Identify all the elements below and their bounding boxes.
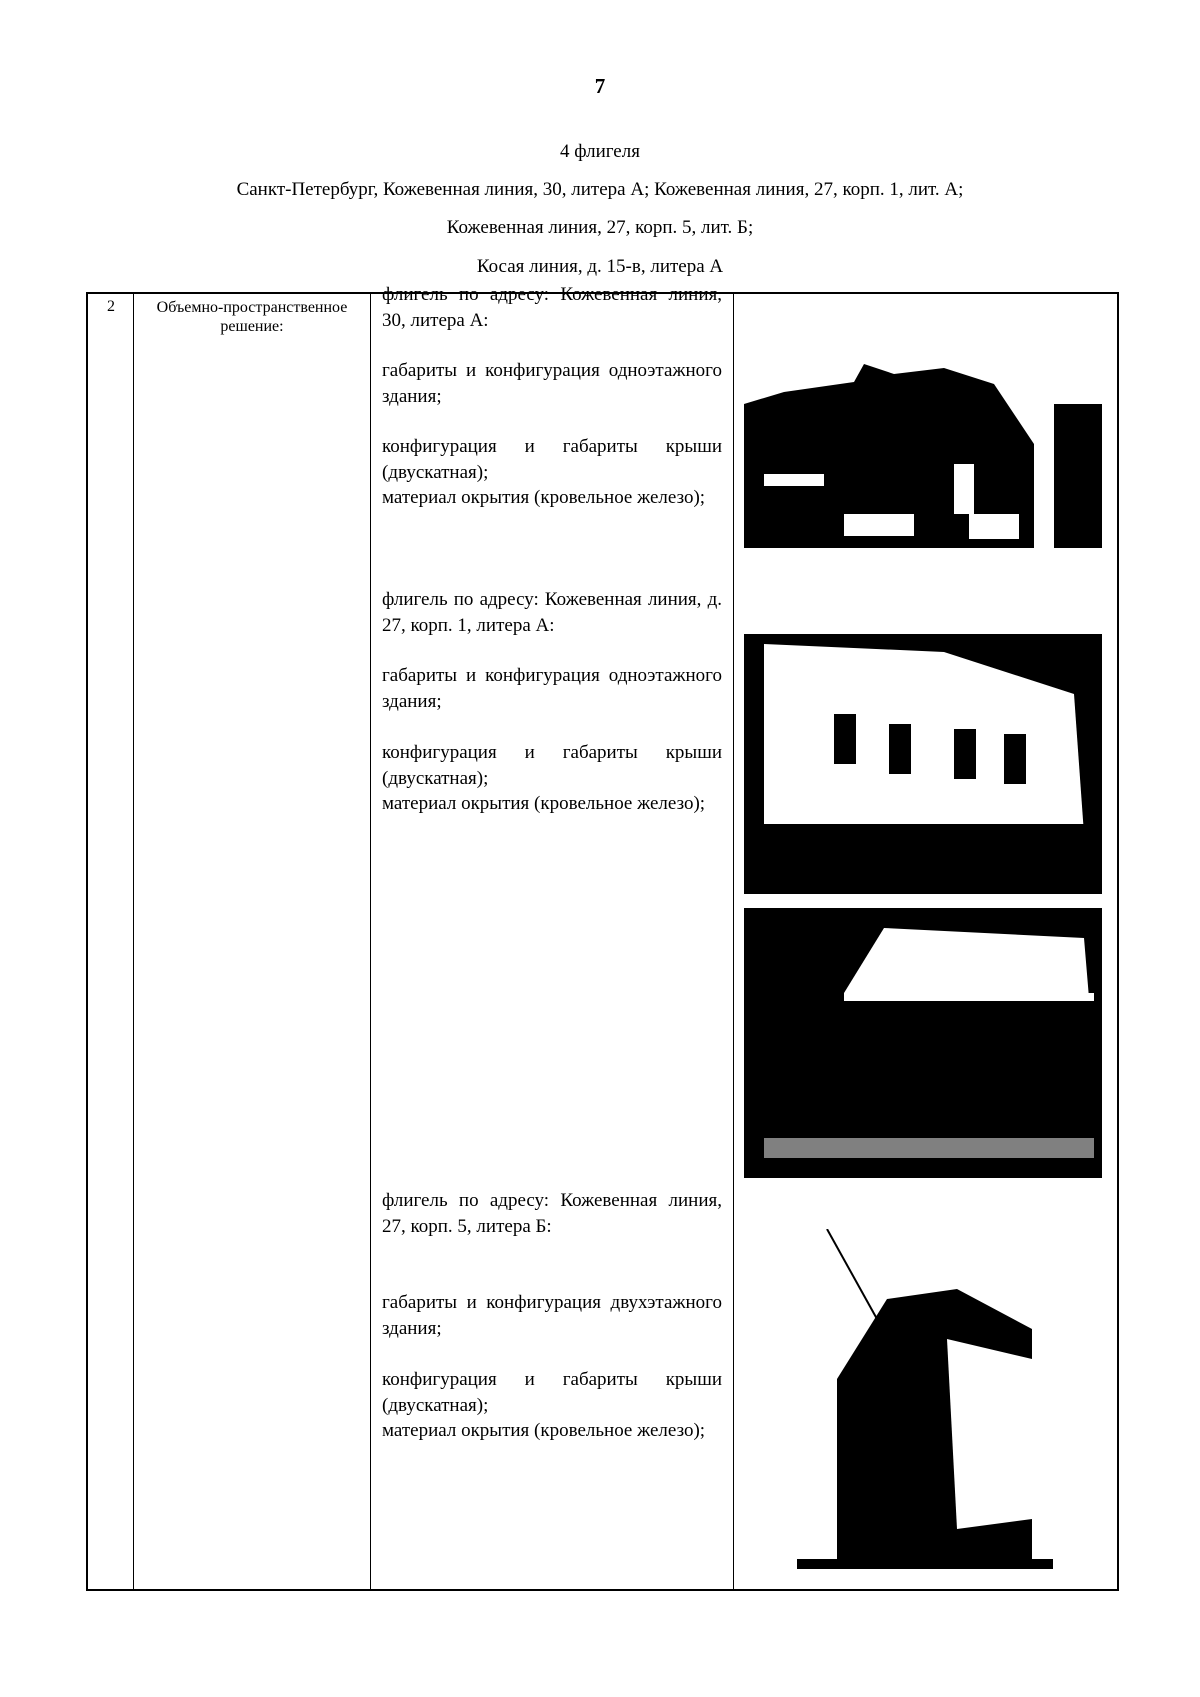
document-title: 4 флигеля <box>560 141 640 162</box>
column-divider <box>370 294 371 1589</box>
column-divider <box>133 294 134 1589</box>
block-roof: конфигурация и габариты крыши (двускатная); <box>382 436 722 483</box>
block-size: габариты и конфигурация одноэтажного здания; <box>382 665 722 712</box>
building-photo <box>744 908 1102 1178</box>
building-photo <box>797 1229 1053 1569</box>
row-number: 2 <box>107 298 115 315</box>
block-material: материал окрытия (кровельное железо); <box>382 487 706 508</box>
features-table <box>86 284 1119 1591</box>
address-line: Косая линия, д. 15-в, литера А <box>476 256 724 277</box>
block-size: габариты и конфигурация одноэтажного здания; <box>382 360 722 407</box>
column-divider <box>733 294 734 1589</box>
block-material: материал окрытия (кровельное железо); <box>382 1420 706 1441</box>
building-photo <box>744 634 1102 894</box>
building-photo <box>744 364 1102 548</box>
block-address: флигель по адресу: Кожевенная линия, 27, корп. 5, литера Б: <box>382 1190 722 1237</box>
address-line: Кожевенная линия, 27, корп. 5, лит. Б; <box>446 217 754 238</box>
block-roof: конфигурация и габариты крыши (двускатная); <box>382 742 722 789</box>
block-roof: конфигурация и габариты крыши (двускатная); <box>382 1369 722 1416</box>
address-line: Санкт-Петербург, Кожевенная линия, 30, литера А; Кожевенная линия, 27, корп. 1, лит. А; <box>236 179 964 200</box>
block-material: материал окрытия (кровельное железо); <box>382 793 706 814</box>
block-address: флигель по адресу: Кожевенная линия, 30, литера А: <box>382 284 722 331</box>
row-label: Объемно-пространственное решение: <box>156 299 348 335</box>
block-size: габариты и конфигурация двухэтажного здания; <box>382 1292 722 1339</box>
block-address: флигель по адресу: Кожевенная линия, д. 27, корп. 1, литера А: <box>382 589 722 636</box>
page-number: 7 <box>594 74 606 98</box>
